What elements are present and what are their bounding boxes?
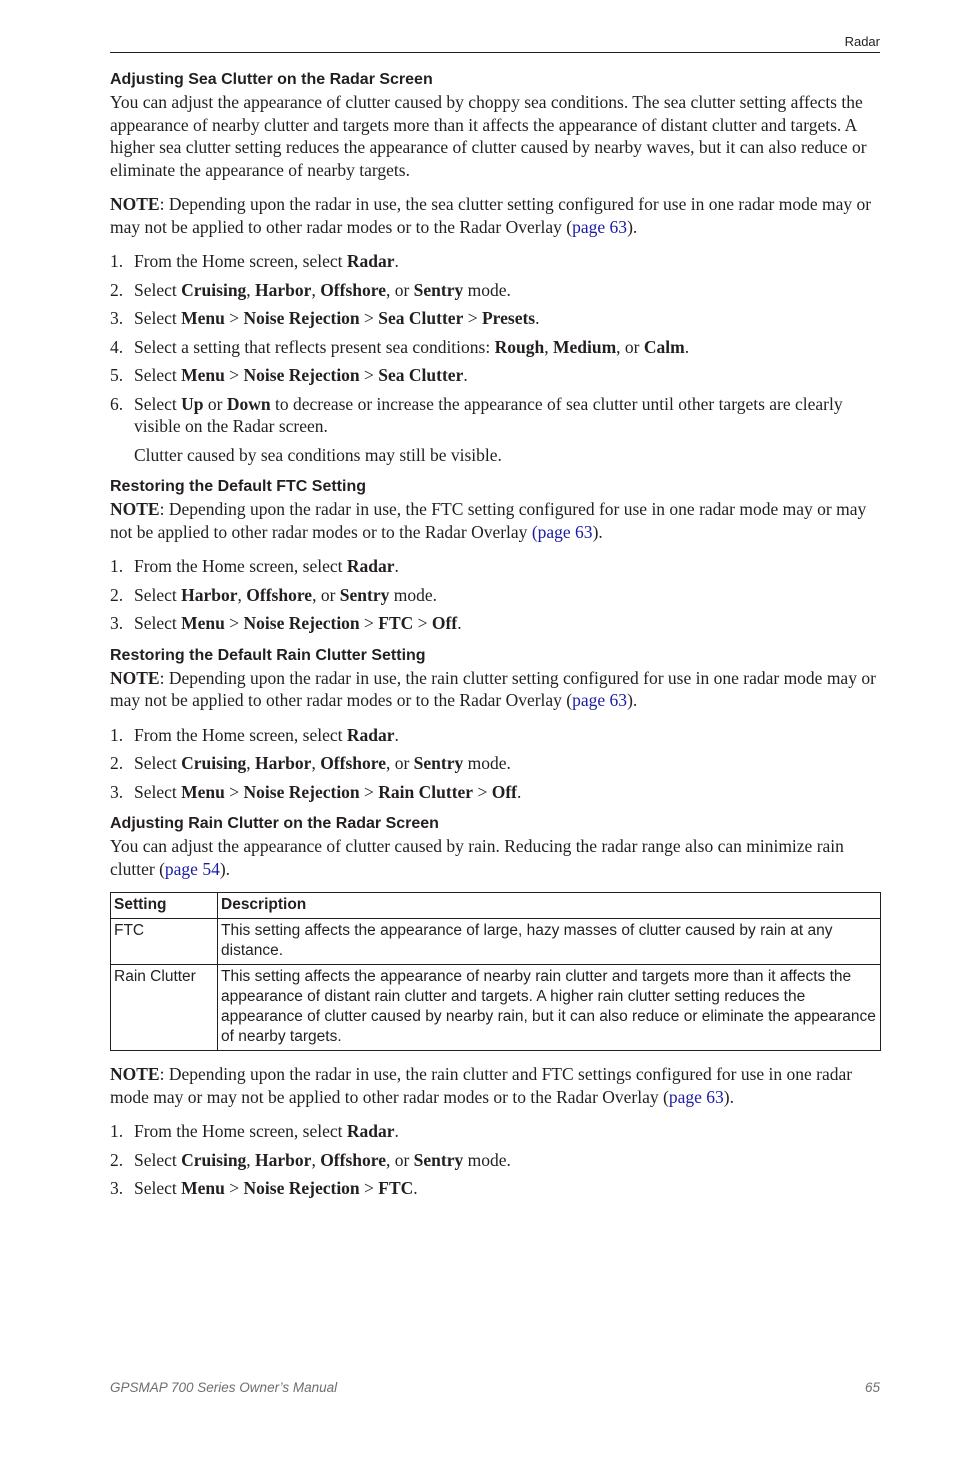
step-text: Select <box>134 613 182 633</box>
ui-term: Harbor <box>255 753 312 773</box>
step-text: Select a setting that reflects present sea conditions: <box>134 336 495 357</box>
page-63-link[interactable]: (page 63 <box>531 521 593 542</box>
note-end: ). <box>592 521 603 542</box>
footer-manual-title: GPSMAP 700 Series Owner’s Manual <box>110 1380 338 1395</box>
step-number: 1. <box>110 251 124 271</box>
step-text: mode. <box>389 584 437 605</box>
step-text: . <box>457 613 462 633</box>
step-text: > <box>224 1178 244 1198</box>
ui-term: Menu <box>181 308 225 328</box>
heading-restore-rain-clutter: Restoring the Default Rain Clutter Setting <box>110 646 426 664</box>
rain-ftc-steps <box>110 1120 880 1200</box>
ui-term: Cruising <box>181 1149 247 1170</box>
page-54-link[interactable]: page 54 <box>164 858 220 879</box>
step-1 <box>110 250 880 273</box>
heading-adjust-rain-clutter: Adjusting Rain Clutter on the Radar Screen <box>110 815 439 832</box>
ui-term: Radar <box>346 556 395 576</box>
ftc-steps <box>110 555 880 635</box>
step-number: 3. <box>110 308 124 328</box>
ui-term: Cruising <box>181 279 247 300</box>
step-text: or <box>203 393 227 414</box>
setting-cell: FTC <box>111 919 218 965</box>
step-3 <box>110 307 880 330</box>
step-number: 1. <box>110 1121 124 1141</box>
step-text: to decrease or increase the appearance of sea clutter until other targets are clearly visible on the Radar screen. <box>134 393 843 436</box>
step-text: Select <box>134 308 182 328</box>
ui-term: Offshore <box>320 1149 386 1170</box>
step-text: Select <box>134 365 182 385</box>
step-6 <box>110 393 880 467</box>
step-4 <box>110 336 880 359</box>
step-text: > <box>224 308 244 328</box>
ui-term: Sentry <box>339 584 390 605</box>
step-text: . <box>535 308 540 328</box>
ui-term: Noise Rejection <box>243 308 360 328</box>
ui-term: Up <box>181 393 204 414</box>
note-text: : Depending upon the radar in use, the FTC setting configured for use in one radar mode may or may not be applied to other radar modes or to the Radar Overlay <box>110 499 867 542</box>
step-text: . <box>413 1178 418 1198</box>
ui-term: Radar <box>346 724 395 745</box>
footer-page-number: 65 <box>864 1380 880 1395</box>
note-label: NOTE <box>110 194 160 214</box>
step-text: > <box>224 365 244 385</box>
heading-adjust-sea-clutter: Adjusting Sea Clutter on the Radar Screen <box>110 71 433 88</box>
setting-cell: Rain Clutter <box>111 965 218 1051</box>
step-text: , or <box>616 336 644 357</box>
step-2 <box>110 752 880 775</box>
step-text: From the Home screen, select <box>134 724 347 745</box>
column-header-setting: Setting <box>111 893 218 919</box>
ui-term: Menu <box>181 1178 225 1198</box>
ui-term: Menu <box>181 365 225 385</box>
running-header-section: Radar <box>844 34 880 49</box>
step-text: . <box>394 724 399 745</box>
note-label: NOTE <box>110 667 160 688</box>
step-text: , or <box>385 753 414 773</box>
step-text: > <box>359 365 379 385</box>
ui-term: Menu <box>181 781 225 802</box>
header-rule <box>110 52 880 53</box>
rain-clutter-steps <box>110 724 880 804</box>
table-row <box>111 965 881 1051</box>
ui-term: Offshore <box>320 279 386 300</box>
ui-term: Cruising <box>181 753 247 773</box>
step-text: Select <box>134 781 182 802</box>
ui-term: Menu <box>181 613 225 633</box>
page-63-link[interactable]: page 63 <box>668 1086 724 1107</box>
intro-end: ). <box>219 858 231 879</box>
step-1 <box>110 724 880 747</box>
step-number: 2. <box>110 1149 124 1170</box>
step-text: Select <box>134 584 182 605</box>
description-cell: This setting affects the appearance of large, hazy masses of clutter caused by rain at any distance. <box>218 919 881 965</box>
step-text: , <box>246 1149 256 1170</box>
step-number: 2. <box>110 279 124 300</box>
intro-text: You can adjust the appearance of clutter caused by rain. Reducing the radar range also can minimize rain clutter ( <box>110 836 844 879</box>
step-text: , <box>311 753 321 773</box>
ui-term: Sentry <box>413 279 464 300</box>
step-text: > <box>359 781 379 802</box>
step-result: Clutter caused by sea conditions may still be visible. <box>134 444 502 465</box>
step-text: . <box>684 336 690 357</box>
step-text: > <box>359 613 379 633</box>
step-number: 3. <box>110 781 124 802</box>
sea-clutter-steps <box>110 250 880 466</box>
step-text: > <box>224 613 244 633</box>
step-3 <box>110 1177 880 1200</box>
step-text: Select <box>134 1178 182 1198</box>
step-text: , <box>246 753 256 773</box>
rain-ftc-note <box>110 1063 880 1108</box>
ui-term: Harbor <box>255 279 312 300</box>
ui-term: Noise Rejection <box>243 365 360 385</box>
step-text: From the Home screen, select <box>134 1121 347 1141</box>
ui-term: Radar <box>346 1121 395 1141</box>
column-header-description: Description <box>218 893 881 919</box>
step-text: Select <box>134 1149 182 1170</box>
description-cell: This setting affects the appearance of nearby rain clutter and targets more than it affects the appearance of distant rain clutter and targets. A higher rain clutter setting reduces the appearance of clutter caused by nearby rain, but it can also reduce or eliminate the appearance of nearby targets. <box>218 965 881 1051</box>
note-end: ). <box>723 1086 734 1107</box>
table-header-row <box>111 893 881 919</box>
step-text: > <box>224 781 244 802</box>
ftc-note <box>110 498 880 543</box>
note-label: NOTE <box>110 499 160 519</box>
step-text: Select <box>134 279 182 300</box>
step-number: 2. <box>110 753 124 773</box>
ui-term: Medium <box>552 336 617 357</box>
step-text: mode. <box>463 279 511 300</box>
step-text: , <box>246 279 256 300</box>
ui-term: Noise Rejection <box>243 613 360 633</box>
step-text: , <box>311 1149 321 1170</box>
ui-term: Harbor <box>255 1149 312 1170</box>
step-3 <box>110 781 880 804</box>
step-text: mode. <box>463 1149 511 1170</box>
step-number: 1. <box>110 724 124 745</box>
sea-clutter-intro: You can adjust the appearance of clutter caused by choppy sea conditions. The sea clutter setting affects the appearance of nearby clutter and targets more than it affects the appearance of distant clutter and targets. A higher sea clutter setting reduces the appearance of clutter caused by nearby waves, but it can also reduce or eliminate the appearance of nearby targets. <box>110 92 867 180</box>
step-text: , or <box>312 584 340 605</box>
step-text: Select <box>134 393 182 414</box>
step-text: , <box>544 336 553 357</box>
ui-term: Sea Clutter <box>378 365 464 385</box>
ui-term: Noise Rejection <box>243 781 360 802</box>
step-2 <box>110 279 880 302</box>
ui-term: Harbor <box>181 584 238 605</box>
step-text: mode. <box>463 753 511 773</box>
note-end: ). <box>627 216 638 237</box>
note-text: : Depending upon the radar in use, the rain clutter setting configured for use in one radar mode may or may not be applied to other radar modes or to the Radar Overlay ( <box>110 667 876 710</box>
step-text: > <box>463 308 482 328</box>
step-text: From the Home screen, select <box>134 251 347 271</box>
step-1 <box>110 1120 880 1143</box>
step-text: . <box>394 1121 399 1141</box>
ui-term: Down <box>226 393 271 414</box>
note-text: : Depending upon the radar in use, the sea clutter setting configured for use in one radar mode may or may not be applied to other radar modes or to the Radar Overlay ( <box>110 194 872 237</box>
step-3 <box>110 612 880 635</box>
step-number: 4. <box>110 336 124 357</box>
step-2 <box>110 584 880 607</box>
note-text: : Depending upon the radar in use, the rain clutter and FTC settings configured for use in one radar mode may or may not be applied to other radar modes or to the Radar Overlay ( <box>110 1064 853 1107</box>
step-1 <box>110 555 880 578</box>
step-number: 5. <box>110 365 124 385</box>
page-63-link[interactable]: page 63 <box>572 216 628 237</box>
step-text: , or <box>385 279 414 300</box>
ui-term: Offshore <box>320 753 386 773</box>
table-row <box>111 919 881 965</box>
ui-term: Noise Rejection <box>243 1178 360 1198</box>
step-text: , <box>311 279 321 300</box>
step-text: > <box>473 781 492 802</box>
ui-term: Sentry <box>413 753 464 773</box>
heading-restore-ftc: Restoring the Default FTC Setting <box>110 478 366 495</box>
page-63-link[interactable]: page 63 <box>572 690 628 710</box>
rain-clutter-intro <box>110 835 880 880</box>
ui-term: Calm <box>643 336 685 357</box>
ui-term: Radar <box>346 251 395 271</box>
step-text: > <box>359 308 379 328</box>
step-text: > <box>359 1178 379 1198</box>
ui-term: Presets <box>481 308 536 328</box>
step-text: From the Home screen, select <box>134 556 347 576</box>
rain-clutter-settings-table <box>110 892 881 1051</box>
step-2 <box>110 1149 880 1172</box>
ui-term: FTC <box>378 613 414 633</box>
sea-clutter-note <box>110 193 880 238</box>
step-number: 2. <box>110 584 124 605</box>
step-number: 1. <box>110 556 124 576</box>
ui-term: Rough <box>494 336 545 357</box>
ui-term: Sentry <box>413 1149 464 1170</box>
ui-term: Sea Clutter <box>378 308 464 328</box>
step-5 <box>110 364 880 387</box>
step-number: 3. <box>110 1178 124 1198</box>
step-text: . <box>394 251 399 271</box>
step-text: , <box>237 584 247 605</box>
note-end: ). <box>627 690 638 710</box>
ui-term: Rain Clutter <box>378 781 474 802</box>
note-label: NOTE <box>110 1064 160 1084</box>
step-number: 6. <box>110 393 124 414</box>
ui-term: Off <box>491 781 517 802</box>
step-text: Select <box>134 753 182 773</box>
ui-term: FTC <box>378 1178 414 1198</box>
step-text: . <box>516 781 522 802</box>
step-text: > <box>413 613 432 633</box>
ui-term: Off <box>431 613 458 633</box>
ui-term: Offshore <box>246 584 313 605</box>
step-number: 3. <box>110 613 124 633</box>
step-text: . <box>463 365 468 385</box>
step-text: . <box>394 556 399 576</box>
page-content <box>110 69 880 1210</box>
rain-clutter-note <box>110 667 880 712</box>
step-text: , or <box>385 1149 414 1170</box>
